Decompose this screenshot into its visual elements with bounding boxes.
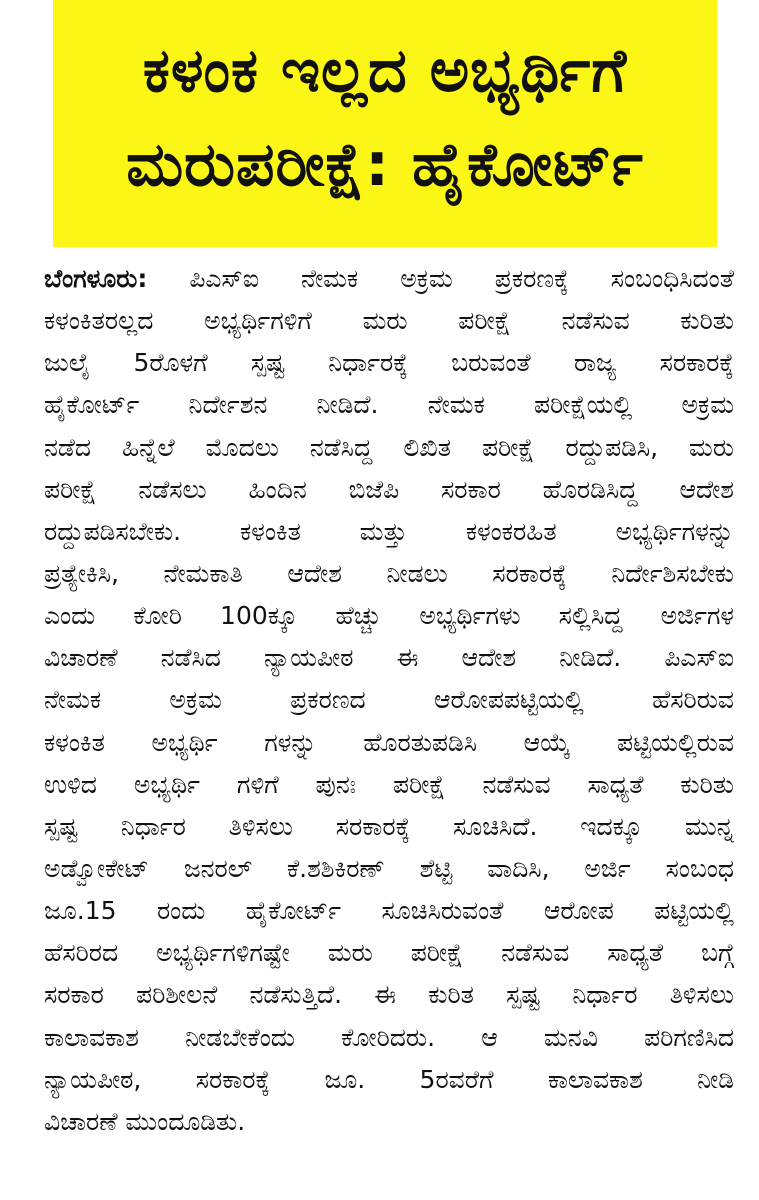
article-line-21: ವಿಚಾರಣೆ ಮುಂದೂಡಿತು. — [44, 1106, 246, 1136]
article-body — [44, 258, 734, 1143]
article-line-5: ನಡೆದ ಹಿನ್ನೆಲೆ ಮೊದಲು ನಡೆಸಿದ್ದ ಲಿಖಿತ ಪರೀಕ್ಷೆ ರದ್ದುಪಡಿಸಿ, ಮರು — [44, 432, 734, 462]
article-line-8: ಪ್ರತ್ಯೇಕಿಸಿ, ನೇಮಕಾತಿ ಆದೇಶ ನೀಡಲು ಸರಕಾರಕ್ಕೆ ನಿರ್ದೇಶಿಸಬೇಕು — [44, 558, 734, 588]
article-line-1 — [44, 258, 734, 300]
article-line-16: ಜೂ.15 ರಂದು ಹೈಕೋರ್ಟ್ ಸೂಚಿಸಿರುವಂತೆ ಆರೋಪ ಪಟ್ಟಿಯಲ್ಲಿ — [44, 896, 734, 926]
article-line-13: ಉಳಿದ ಅಭ್ಯರ್ಥಿ ಗಳಿಗೆ ಪುನಃ ಪರೀಕ್ಷೆ ನಡೆಸುವ ಸಾಧ್ಯತೆ ಕುರಿತು — [44, 769, 734, 799]
article-line-17: ಹೆಸರಿರದ ಅಭ್ಯರ್ಥಿಗಳಿಗಷ್ಟೇ ಮರು ಪರೀಕ್ಷೆ ನಡೆಸುವ ಸಾಧ್ಯತೆ ಬಗ್ಗೆ — [44, 938, 734, 968]
article-line-12: ಕಳಂಕಿತ ಅಭ್ಯರ್ಥಿ ಗಳನ್ನು ಹೊರತುಪಡಿಸಿ ಆಯ್ಕೆ ಪಟ್ಟಿಯಲ್ಲಿರುವ — [44, 727, 734, 757]
dateline: ಬೆಂಗಳೂರು: — [44, 264, 148, 293]
article-line-9: ಎಂದು ಕೋರಿ 100ಕ್ಕೂ ಹೆಚ್ಚು ಅಭ್ಯರ್ಥಿಗಳು ಸಲ್ಲಿಸಿದ್ದ ಅರ್ಜಿಗಳ — [44, 601, 734, 631]
article-line-11: ನೇಮಕ ಅಕ್ರಮ ಪ್ರಕರಣದ ಆರೋಪಪಟ್ಟಿಯಲ್ಲಿ ಹೆಸರಿರುವ — [44, 685, 734, 715]
article-line-4: ಹೈಕೋರ್ಟ್ ನಿರ್ದೇಶನ ನೀಡಿದೆ. ನೇಮಕ ಪರೀಕ್ಷೆಯಲ್ಲಿ ಅಕ್ರಮ — [44, 390, 734, 420]
headline-line-2: ಮರುಪರೀಕ್ಷೆ: ಹೈಕೋರ್ಟ್ — [126, 130, 644, 200]
article-line-10: ವಿಚಾರಣೆ ನಡೆಸಿದ ನ್ಯಾಯಪೀಠ ಈ ಆದೇಶ ನೀಡಿದೆ. ಪಿಎಸ್‌ಐ — [44, 643, 734, 673]
article-line-14: ಸ್ಪಷ್ಟ ನಿರ್ಧಾರ ತಿಳಿಸಲು ಸರಕಾರಕ್ಕೆ ಸೂಚಿಸಿದೆ. ಇದಕ್ಕೂ ಮುನ್ನ — [44, 811, 734, 841]
article-line-15: ಅಡ್ವೋಕೇಟ್ ಜನರಲ್ ಕೆ.ಶಶಿಕಿರಣ್ ಶೆಟ್ಟಿ ವಾದಿಸಿ, ಅರ್ಜಿ ಸಂಬಂಧ — [44, 853, 734, 883]
article-line-20: ನ್ಯಾಯಪೀಠ, ಸರಕಾರಕ್ಕೆ ಜೂ. 5ರವರೆಗೆ ಕಾಲಾವಕಾಶ ನೀಡಿ — [44, 1064, 734, 1094]
article-line-3: ಜುಲೈ 5ರೊಳಗೆ ಸ್ಪಷ್ಟ ನಿರ್ಧಾರಕ್ಕೆ ಬರುವಂತೆ ರಾಜ್ಯ ಸರಕಾರಕ್ಕೆ — [44, 348, 734, 378]
headline-line-1: ಕಳಂಕ ಇಲ್ಲದ ಅಭ್ಯರ್ಥಿಗೆ — [142, 36, 628, 106]
article-line-18: ಸರಕಾರ ಪರಿಶೀಲನೆ ನಡೆಸುತ್ತಿದೆ. ಈ ಕುರಿತ ಸ್ಪಷ್ಟ ನಿರ್ಧಾರ ತಿಳಿಸಲು — [44, 980, 734, 1010]
article-line-6: ಪರೀಕ್ಷೆ ನಡೆಸಲು ಹಿಂದಿನ ಬಿಜೆಪಿ ಸರಕಾರ ಹೊರಡಿಸಿದ್ದ ಆದೇಶ — [44, 474, 734, 504]
headline-box — [53, 0, 717, 247]
article-line-19: ಕಾಲಾವಕಾಶ ನೀಡಬೇಕೆಂದು ಕೋರಿದರು. ಆ ಮನವಿ ಪರಿಗಣಿಸಿದ — [44, 1022, 734, 1052]
article-line-2: ಕಳಂಕಿತರಲ್ಲದ ಅಭ್ಯರ್ಥಿಗಳಿಗೆ ಮರು ಪರೀಕ್ಷೆ ನಡೆಸುವ ಕುರಿತು — [44, 306, 734, 336]
article-line-1-text: ಪಿಎಸ್‌ಐ ನೇಮಕ ಅಕ್ರಮ ಪ್ರಕರಣಕ್ಕೆ ಸಂಬಂಧಿಸಿದಂತೆ — [189, 264, 734, 293]
article-line-7: ರದ್ದುಪಡಿಸಬೇಕು. ಕಳಂಕಿತ ಮತ್ತು ಕಳಂಕರಹಿತ ಅಭ್ಯರ್ಥಿಗಳನ್ನು — [44, 516, 734, 546]
